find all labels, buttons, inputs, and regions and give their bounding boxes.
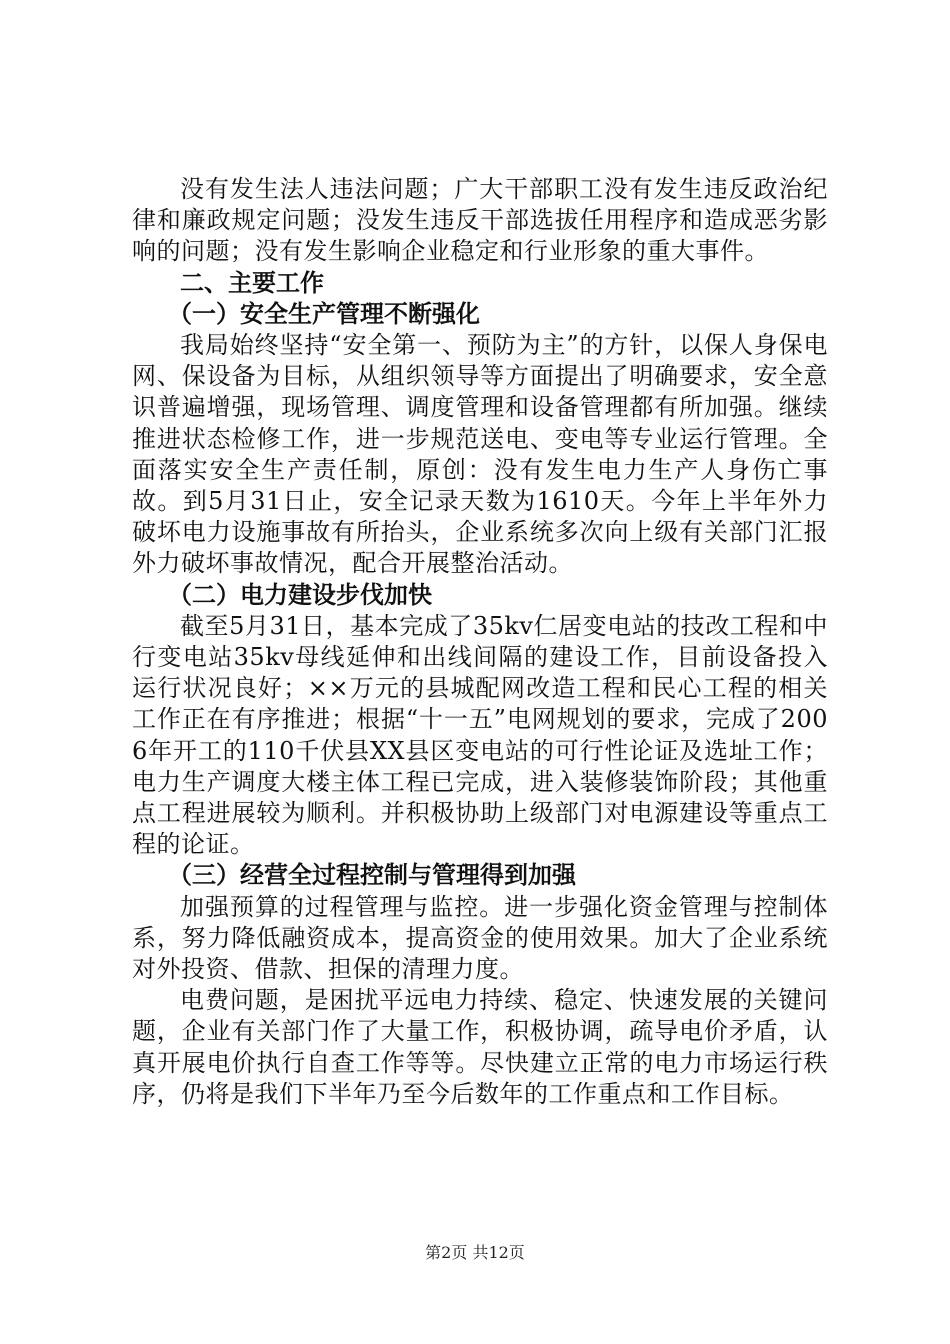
subsection-heading: （三）经营全过程控制与管理得到加强 <box>168 861 576 890</box>
paragraph: 没有发生法人违法问题；广大干部职工没有发生违反政治纪律和廉政规定问题；没发生违反干部选拔任用程序和造成恶劣影响的问题；没有发生影响企业稳定和行业形象的重大事件。 <box>132 175 828 266</box>
section-heading: 二、主要工作 <box>180 268 324 297</box>
subsection-heading: （二）电力建设步伐加快 <box>168 580 432 609</box>
document-body <box>132 174 828 1110</box>
paragraph: 加强预算的过程管理与监控。进一步强化资金管理与控制体系，努力降低融资成本，提高资金的使用效果。加大了企业系统对外投资、借款、担保的清理力度。 <box>132 892 828 984</box>
subsection-heading: （一）安全生产管理不断强化 <box>168 299 480 328</box>
paragraph: 我局始终坚持“安全第一、预防为主”的方针，以保人身保电网、保设备为目标，从组织领导等方面提出了明确要求，安全意识普遍增强，现场管理、调度管理和设备管理都有所加强。继续推进状态检修工作，进一步规范送电、变电等专业运行管理。全面落实安全生产责任制，原创：没有发生电力生产人身伤亡事故。到5月31日止，安全记录天数为1610天。今年上半年外力破坏电力设施事故有所抬头，企业系统多次向上级有关部门汇报外力破坏事故情况，配合开展整治活动。 <box>132 331 828 578</box>
page-number-footer: 第2页 共12页 <box>425 1243 525 1262</box>
paragraph: 电费问题，是困扰平远电力持续、稳定、快速发展的关键问题，企业有关部门作了大量工作，积极协调，疏导电价矛盾，认真开展电价执行自查工作等等。尽快建立正常的电力市场运行秩序，仍将是我们下半年乃至今后数年的工作重点和工作目标。 <box>132 986 828 1108</box>
paragraph: 截至5月31日，基本完成了35kv仁居变电站的技改工程和中行变电站35kv母线延伸和出线间隔的建设工作，目前设备投入运行状况良好；××万元的县城配网改造工程和民心工程的相关工作正在有序推进；根据“十一五”电网规划的要求，完成了2006年开工的110千伏县XX县区变电站的可行性论证及选址工作；电力生产调度大楼主体工程已完成，进入装修装饰阶段；其他重点工程进展较为顺利。并积极协助上级部门对电源建设等重点工程的论证。 <box>132 611 828 859</box>
